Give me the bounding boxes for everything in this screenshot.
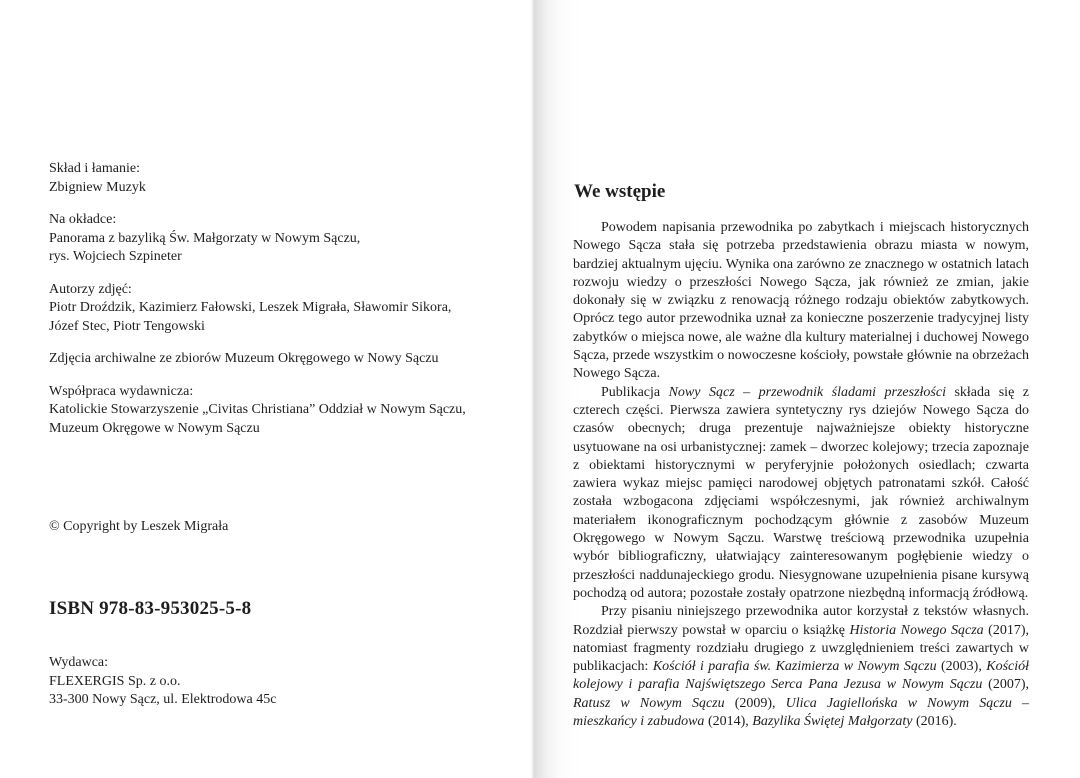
credit-line: Józef Stec, Piotr Tengowski — [49, 318, 205, 334]
section-heading: We wstępie — [574, 181, 666, 202]
paragraph — [573, 219, 1029, 384]
credit-block — [49, 383, 519, 439]
publisher-line: FLEXERGIS Sp. z o.o. — [49, 673, 181, 689]
text-run: (2017), natomiast fragmenty rozdziału drugiego z uwzględnieniem treści zawartych w publikacjach: — [573, 622, 1029, 675]
paragraph — [573, 384, 1029, 604]
text-run: (2016). — [912, 714, 957, 730]
text-run: (2003), — [936, 659, 987, 675]
credit-line: Muzeum Okręgowe w Nowym Sączu — [49, 420, 260, 436]
text-run: Publikacja — [601, 384, 669, 400]
italic-title: Bazylika Świętej Małgorzaty — [752, 714, 913, 730]
credit-line: Zdjęcia archiwalne ze zbiorów Muzeum Okręgowego w Nowy Sączu — [49, 351, 439, 366]
text-run: (2009), — [724, 695, 786, 711]
credit-line: rys. Wojciech Szpineter — [49, 249, 182, 264]
credits — [49, 160, 519, 452]
credit-line: Katolickie Stowarzyszenie „Civitas Christiana” Oddział w Nowym Sączu, — [49, 402, 466, 417]
text-run: składa się z czterech części. Pierwsza zawiera syntetyczny rys dziejów Nowego Sącza do czasów obecnych; druga prezentuje najważniejsze obiekty historyczne usytuowane na osi urbanistycznej: zamek – dworzec kolejowy; trzecia zapoznaje z obiektami historycznymi w peryferyjnie położonych osiedlach; czwarta zawiera wykaz miejsc pamięci narodowej objętych patronatami szkół. Całość została wzbogacona zdjęciami współczesnymi, jak również archiwalnym materiałem ikonograficznym pochodzącym głównie z zasobów Muzeum Okręgowego w Nowym Sączu. Warstwę treściową przewodnika uzupełnia wybór bibliograficzny, ułatwiający zainteresowanym pogłębienie wiedzy o przeszłości naddunajeckiego grodu. Niesygnowane uzupełnienia pisane kursywą pochodzą od autora; pozostałe zostały opatrzone niezbędną informacją źródłową. — [573, 384, 1029, 601]
text-run: Powodem napisania przewodnika po zabytkach i miejscach historycznych Nowego Sącza stała się potrzeba przedstawienia obrazu miasta w nowym, bardziej aktualnym ujęciu. Wynika ona zarówno ze znacznego w ostatnich latach rozwoju wiedzy o przeszłości Nowego Sącza, jak również ze zmian, jakie dokonały się w związku z renowacją różnego rodzaju obiektów zabytkowych. Oprócz tego autor przewodnika uznał za konieczne poszerzenie tradycyjnej listy zabytków o miejsca nowe, ale ważne dla kultury materialnej i duchowej Nowego Sącza, przede wszystkim o nowoczesne kościoły, powstałe głównie na obrzeżach Nowego Sącza. — [573, 220, 1029, 382]
text-run: (2014), — [704, 714, 753, 730]
paragraph — [573, 603, 1029, 731]
credit-line: Piotr Droździk, Kazimierz Fałowski, Leszek Migrała, Sławomir Sikora, — [49, 300, 452, 315]
credit-line: Zbigniew Muzyk — [49, 179, 146, 195]
left-page — [0, 0, 534, 778]
copyright-notice: © Copyright by Leszek Migrała — [49, 519, 229, 534]
italic-title: Ratusz w Nowym Sączu — [573, 695, 725, 711]
credit-line: Panorama z bazyliką Św. Małgorzaty w Nowym Sączu, — [49, 230, 361, 246]
text-run: (2007), — [982, 677, 1029, 693]
italic-title: Ulica Jagiellońska w Nowym Sączu – mieszkańcy i zabudowa — [573, 695, 1029, 730]
credit-line: Autorzy zdjęć: — [49, 281, 132, 297]
introduction-text — [573, 219, 1029, 731]
publisher-info — [49, 654, 276, 710]
credit-block — [49, 350, 519, 369]
italic-title: Historia Nowego Sącza — [849, 622, 984, 638]
credit-line: Na okładce: — [49, 212, 117, 227]
text-run: Przy pisaniu niniejszego przewodnika autor korzystał z tekstów własnych. Rozdział pierwszy powstał w oparciu o książkę — [573, 604, 1029, 638]
credit-line: Skład i łamanie: — [49, 161, 140, 176]
credit-block — [49, 281, 519, 337]
credit-line: Współpraca wydawnicza: — [49, 383, 194, 399]
publisher-line: Wydawca: — [49, 655, 109, 670]
italic-title: Kościół kolejowy i parafia Najświętszego Serca Pana Jezusa w Nowym Sączu — [573, 659, 1030, 693]
italic-title: Nowy Sącz – przewodnik śladami przeszłości — [668, 384, 946, 400]
credit-block — [49, 211, 519, 267]
isbn: ISBN 978-83-953025-5-8 — [49, 598, 252, 619]
credit-block — [49, 160, 519, 197]
italic-title: Kościół i parafia św. Kazimierza w Nowym Sączu — [652, 659, 937, 675]
publisher-line: 33-300 Nowy Sącz, ul. Elektrodowa 45c — [49, 692, 277, 707]
